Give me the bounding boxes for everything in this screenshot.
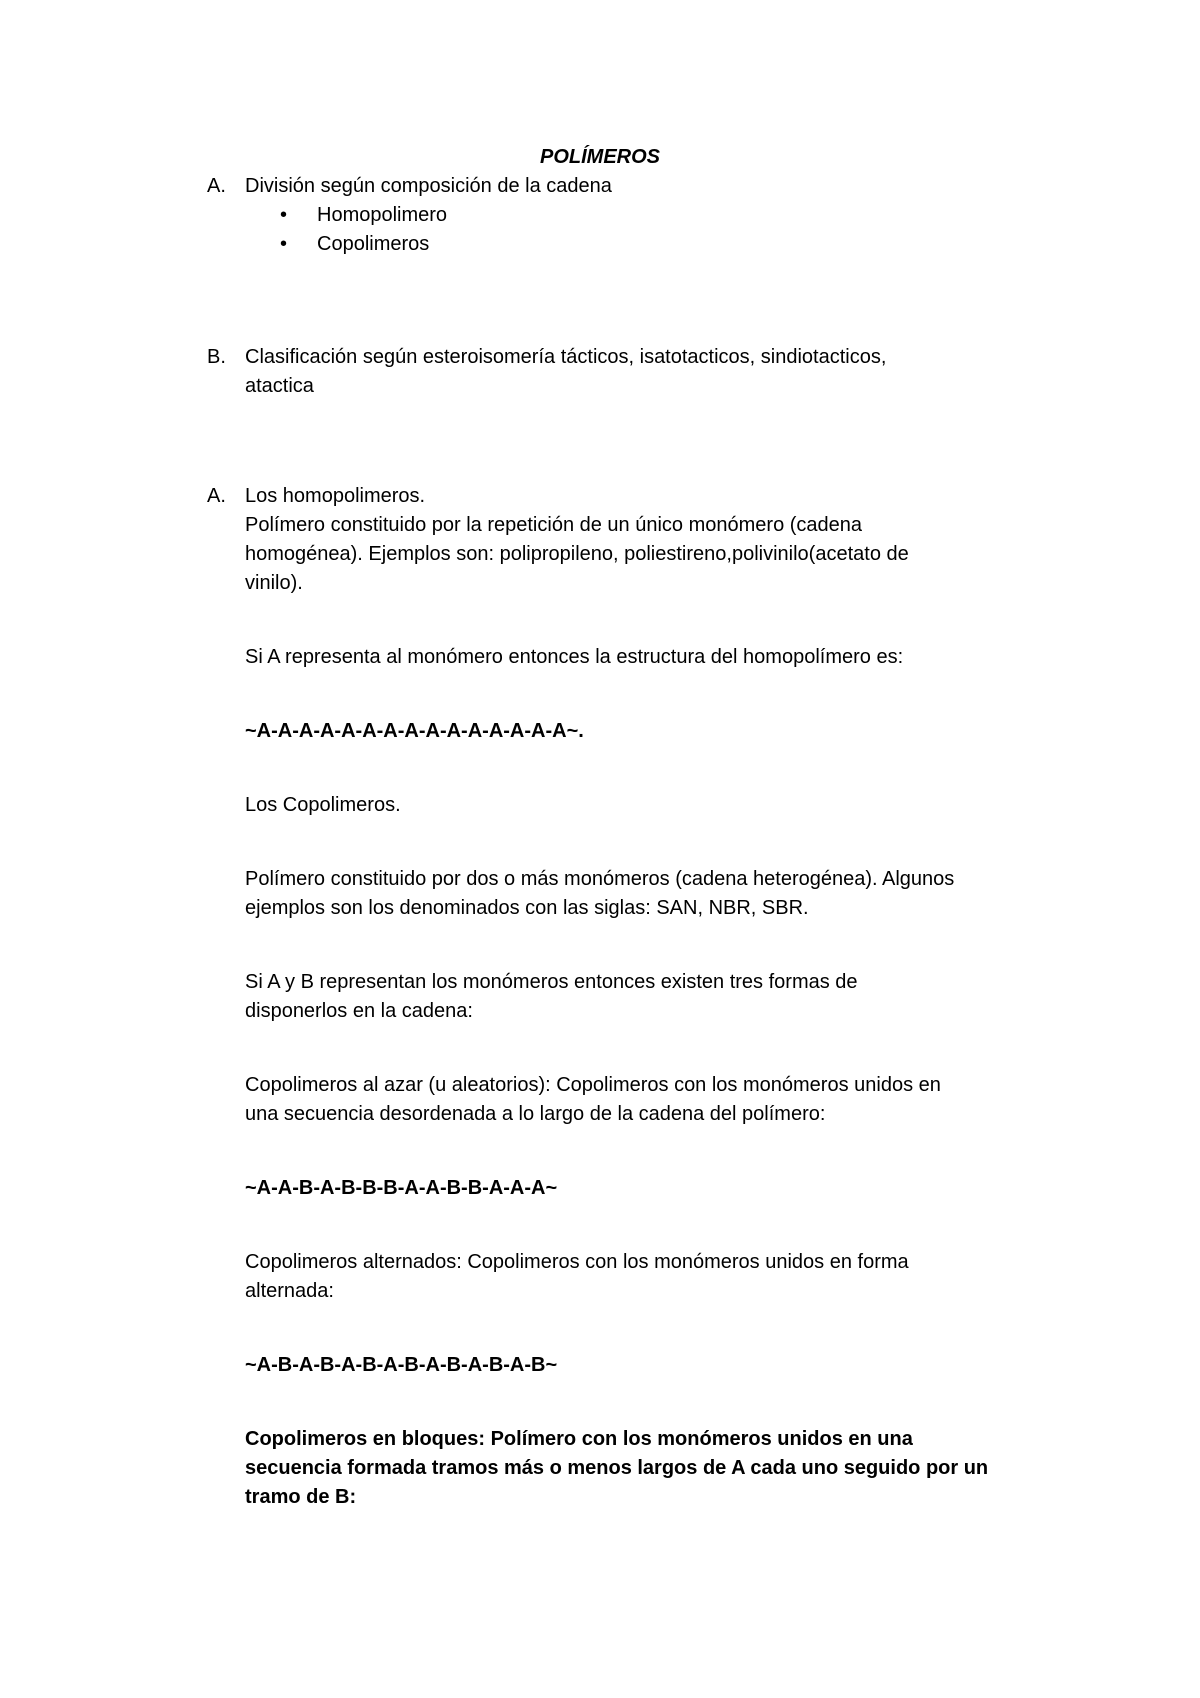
homopolymers-desc-line1: Polímero constituido por la repetición de un único monómero (cadena [245,514,863,536]
alternating-copolymer-structure: ~A-B-A-B-A-B-A-B-A-B-A-B-A-B~ [245,1354,558,1376]
random-copolymer-structure: ~A-A-B-A-B-B-B-A-A-B-B-A-A-A~ [245,1177,558,1199]
copolymers-desc-line2: ejemplos son los denominados con las siglas: SAN, NBR, SBR. [245,897,809,919]
alternating-copolymers-line2: alternada: [245,1280,334,1302]
copolymers-forms-line2: disponerlos en la cadena: [245,1000,473,1022]
section-a-heading: División según composición de la cadena [245,175,612,197]
copolymers-desc-line1: Polímero constituido por dos o más monómeros (cadena heterogénea). Algunos [245,868,955,890]
section-b-heading-line2: atactica [245,375,314,397]
page-title: POLÍMEROS [539,146,660,168]
copolymers-heading: Los Copolimeros. [245,794,401,816]
copolymers-forms-line1: Si A y B representan los monómeros entonces existen tres formas de [245,971,858,993]
section-a2-label: A. [207,485,226,507]
homopolymers-heading: Los homopolimeros. [245,485,426,507]
homopolymer-structure-intro: Si A representa al monómero entonces la estructura del homopolímero es: [245,646,904,668]
random-copolymers-line2: una secuencia desordenada a lo largo de la cadena del polímero: [245,1103,826,1125]
homopolymers-desc-line3: vinilo). [245,572,303,594]
section-b-label: B. [207,346,226,368]
section-b-heading-line1: Clasificación según esteroisomería tácticos, isatotacticos, sindiotacticos, [245,346,887,368]
bullet-icon: • [280,204,288,226]
block-copolymers-line3: tramo de B: [245,1486,357,1508]
bullet-item-homopolimero: Homopolimero [317,204,448,226]
bullet-item-copolimeros: Copolimeros [317,233,430,255]
bullet-icon: • [280,233,288,255]
homopolymers-desc-line2: homogénea). Ejemplos son: polipropileno, poliestireno,polivinilo(acetato de [245,543,909,565]
block-copolymers-line2: secuencia formada tramos más o menos largos de A cada uno seguido por un [245,1457,989,1479]
homopolymer-structure: ~A-A-A-A-A-A-A-A-A-A-A-A-A-A-A~. [245,720,584,742]
alternating-copolymers-line1: Copolimeros alternados: Copolimeros con los monómeros unidos en forma [245,1251,909,1273]
random-copolymers-line1: Copolimeros al azar (u aleatorios): Copolimeros con los monómeros unidos en [245,1074,941,1096]
block-copolymers-line1: Copolimeros en bloques: Polímero con los monómeros unidos en una [245,1428,913,1450]
section-a-label: A. [207,175,226,197]
